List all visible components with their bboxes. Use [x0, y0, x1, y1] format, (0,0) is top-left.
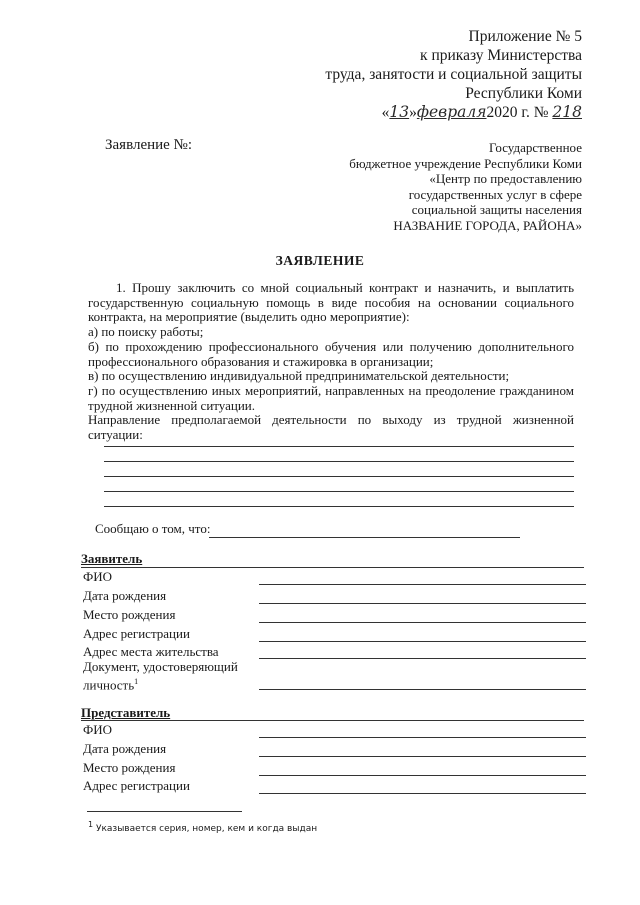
direction-blank-line[interactable]	[104, 476, 574, 477]
direction-blank-line[interactable]	[104, 506, 574, 507]
representative-birth-place-label: Место рождения	[83, 760, 176, 775]
order-number-handwritten: 218	[552, 103, 582, 121]
date-quote-close: »	[409, 104, 417, 121]
inform-blank-line[interactable]	[209, 537, 520, 538]
addressee-line-1: Государственное	[489, 140, 582, 155]
representative-heading: Представитель	[81, 705, 171, 720]
addressee-line-4: государственных услуг в сфере	[408, 186, 582, 202]
applicant-fio-line[interactable]	[259, 584, 586, 585]
annex-line-2: к приказу Министерства	[420, 47, 582, 64]
footnote-rule	[87, 811, 242, 812]
applicant-birth-date-line[interactable]	[259, 603, 586, 604]
addressee-line-2: бюджетное учреждение Республики Коми	[349, 155, 582, 171]
addressee-line-3: «Центр по предоставлению	[429, 171, 582, 186]
representative-fio-label: ФИО	[83, 722, 113, 737]
applicant-fio-label: ФИО	[83, 569, 113, 584]
option-b: б) по прохождению профессионального обучения или получению дополнительного профессионального образования и стажировка в организации;	[88, 338, 574, 369]
applicant-birth-place-line[interactable]	[259, 622, 586, 623]
direction-label: Направление предполагаемой деятельности по выходу из трудной жизненной ситуации:	[88, 412, 574, 443]
representative-birth-date-label: Дата рождения	[83, 741, 167, 756]
option-d: г) по осуществлению иных мероприятий, направленных на преодоление гражданином трудной жизненной ситуации.	[88, 382, 574, 413]
date-month-handwritten: февраля	[416, 103, 487, 121]
footnote-ref: 1	[134, 676, 139, 686]
addressee-block	[282, 140, 582, 233]
option-a: а) по поиску работы;	[88, 324, 204, 340]
request-paragraph: 1. Прошу заключить со мной социальный контракт и назначить, и выплатить государственную социальную помощь в виде пособия на основании социального контракта, на мероприятие (выделить одно мероприятие):	[88, 280, 574, 325]
applicant-id-document-line[interactable]	[259, 689, 586, 690]
footnote-text: Указывается серия, номер, кем и когда выдан	[95, 824, 318, 834]
applicant-heading: Заявитель	[81, 551, 143, 566]
applicant-id-document-label	[83, 660, 253, 692]
date-quote-open: «	[381, 104, 390, 121]
representative-reg-address-line[interactable]	[259, 793, 586, 794]
representative-fio-line[interactable]	[259, 737, 586, 738]
applicant-residence-line[interactable]	[259, 658, 586, 659]
representative-birth-date-line[interactable]	[259, 756, 586, 757]
representative-section-rule	[81, 720, 584, 721]
inform-label: Сообщаю о том, что:	[95, 521, 211, 536]
applicant-residence-label: Адрес места жительства	[83, 644, 219, 659]
footnote	[88, 820, 317, 834]
date-year: 2020 г. №	[486, 104, 549, 121]
footnote-mark: 1	[88, 820, 94, 829]
representative-reg-address-label: Адрес регистрации	[83, 778, 190, 793]
applicant-birth-date-label: Дата рождения	[83, 588, 167, 603]
annex-line-3: труда, занятости и социальной защиты	[325, 66, 582, 83]
addressee-line-5: социальной защиты населения	[411, 202, 582, 217]
direction-blank-line[interactable]	[104, 491, 574, 492]
applicant-reg-address-line[interactable]	[259, 641, 586, 642]
applicant-section-rule	[81, 567, 584, 568]
annex-header	[325, 27, 582, 122]
applicant-reg-address-label: Адрес регистрации	[83, 626, 190, 641]
annex-date-line	[325, 103, 582, 122]
statement-body	[88, 281, 574, 443]
annex-line-1: Приложение № 5	[468, 28, 582, 45]
document-title: ЗАЯВЛЕНИЕ	[275, 253, 365, 268]
date-day-handwritten: 13	[389, 103, 410, 121]
addressee-line-6: НАЗВАНИЕ ГОРОДА, РАЙОНА»	[393, 217, 582, 233]
statement-number-label: Заявление №:	[105, 137, 193, 153]
direction-blank-line[interactable]	[104, 446, 574, 447]
id-document-text: Документ, удостоверяющий личность	[83, 659, 238, 692]
annex-line-4: Республики Коми	[465, 85, 582, 102]
applicant-birth-place-label: Место рождения	[83, 607, 176, 622]
representative-birth-place-line[interactable]	[259, 775, 586, 776]
direction-blank-line[interactable]	[104, 461, 574, 462]
option-c: в) по осуществлению индивидуальной предпринимательской деятельности;	[88, 368, 510, 384]
